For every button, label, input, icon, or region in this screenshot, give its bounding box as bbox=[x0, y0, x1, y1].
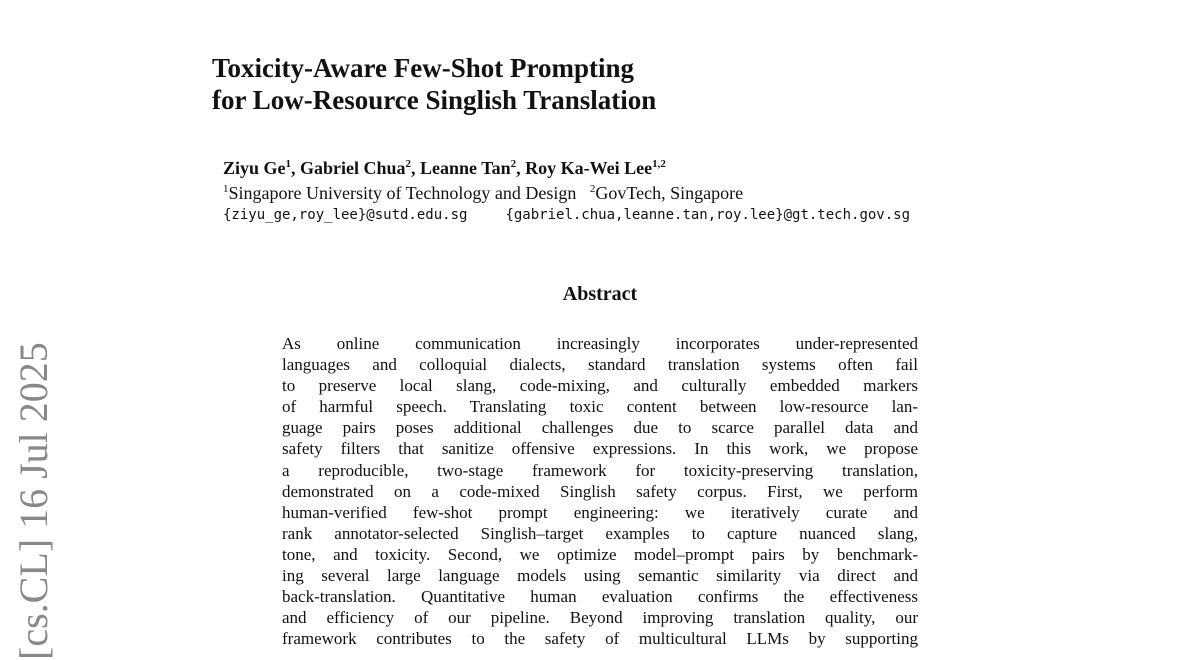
author-name: Leanne Tan bbox=[420, 158, 511, 178]
author-emails bbox=[223, 205, 910, 225]
affiliation-name: GovTech, Singapore bbox=[595, 183, 744, 203]
abstract-line: a reproducible, two-stage framework for toxicity-preserving translation, bbox=[282, 460, 918, 480]
abstract-line: guage pairs poses additional challenges due to scarce parallel data and bbox=[282, 418, 918, 438]
abstract-line: and efficiency of our pipeline. Beyond improving translation quality, our bbox=[282, 608, 918, 628]
email-govtech: {gabriel.chua,leanne.tan,roy.lee}@gt.tech.gov.sg bbox=[505, 207, 911, 223]
abstract-line: to preserve local slang, code-mixing, and culturally embedded markers bbox=[282, 376, 918, 396]
abstract-line: demonstrated on a code-mixed Singlish safety corpus. First, we perform bbox=[282, 481, 918, 501]
abstract-line: ing several large language models using semantic similarity via direct and bbox=[282, 566, 918, 586]
abstract-line: framework contributes to the safety of multicultural LLMs by supporting bbox=[282, 629, 918, 649]
author-affiliation-mark: 1,2 bbox=[652, 158, 666, 170]
abstract-line: human-verified few-shot prompt engineering: we iteratively curate and bbox=[282, 502, 918, 522]
abstract-body bbox=[282, 333, 918, 649]
abstract-line: tone, and toxicity. Second, we optimize model–prompt pairs by benchmark- bbox=[282, 544, 918, 564]
paper-title bbox=[212, 52, 656, 116]
affiliation-number: 2 bbox=[589, 183, 596, 195]
affiliations bbox=[223, 182, 743, 204]
abstract-heading: Abstract bbox=[562, 283, 638, 305]
author-name: Ziyu Ge bbox=[223, 158, 286, 178]
abstract-line: rank annotator-selected Singlish–target examples to capture nuanced slang, bbox=[282, 523, 918, 543]
abstract-line: back-translation. Quantitative human evaluation confirms the effectiveness bbox=[282, 587, 918, 607]
affiliation-number: 1 bbox=[223, 183, 229, 195]
author-name: Gabriel Chua bbox=[300, 158, 406, 178]
title-line-1: Toxicity-Aware Few-Shot Prompting bbox=[212, 53, 634, 83]
author-list: Ziyu Ge$^1$, Gabriel Chua$^2$, Leanne Tan$^2$, Roy Ka-Wei Lee$^{1,2}$ bbox=[223, 158, 666, 178]
author-affiliation-mark: 2 bbox=[510, 158, 517, 170]
email-sutd: {ziyu_ge,roy_lee}@sutd.edu.sg bbox=[223, 207, 468, 223]
abstract-line: safety filters that sanitize offensive expressions. In this work, we propose bbox=[282, 439, 918, 459]
author-affiliation-mark: 1 bbox=[285, 158, 292, 170]
abstract-line: As online communication increasingly incorporates under-represented bbox=[282, 334, 918, 353]
author-name: Roy Ka-Wei Lee bbox=[525, 158, 653, 178]
author-affiliation-mark: 2 bbox=[405, 158, 412, 170]
abstract-line: languages and colloquial dialects, standard translation systems often fail bbox=[282, 355, 918, 375]
abstract-line: of harmful speech. Translating toxic content between low-resource lan- bbox=[282, 397, 918, 417]
title-line-2: for Low-Resource Singlish Translation bbox=[212, 85, 657, 115]
arxiv-side-stamp: [cs.CL] 16 Jul 2025 bbox=[11, 342, 56, 660]
affiliation-name: Singapore University of Technology and Design bbox=[228, 183, 577, 203]
